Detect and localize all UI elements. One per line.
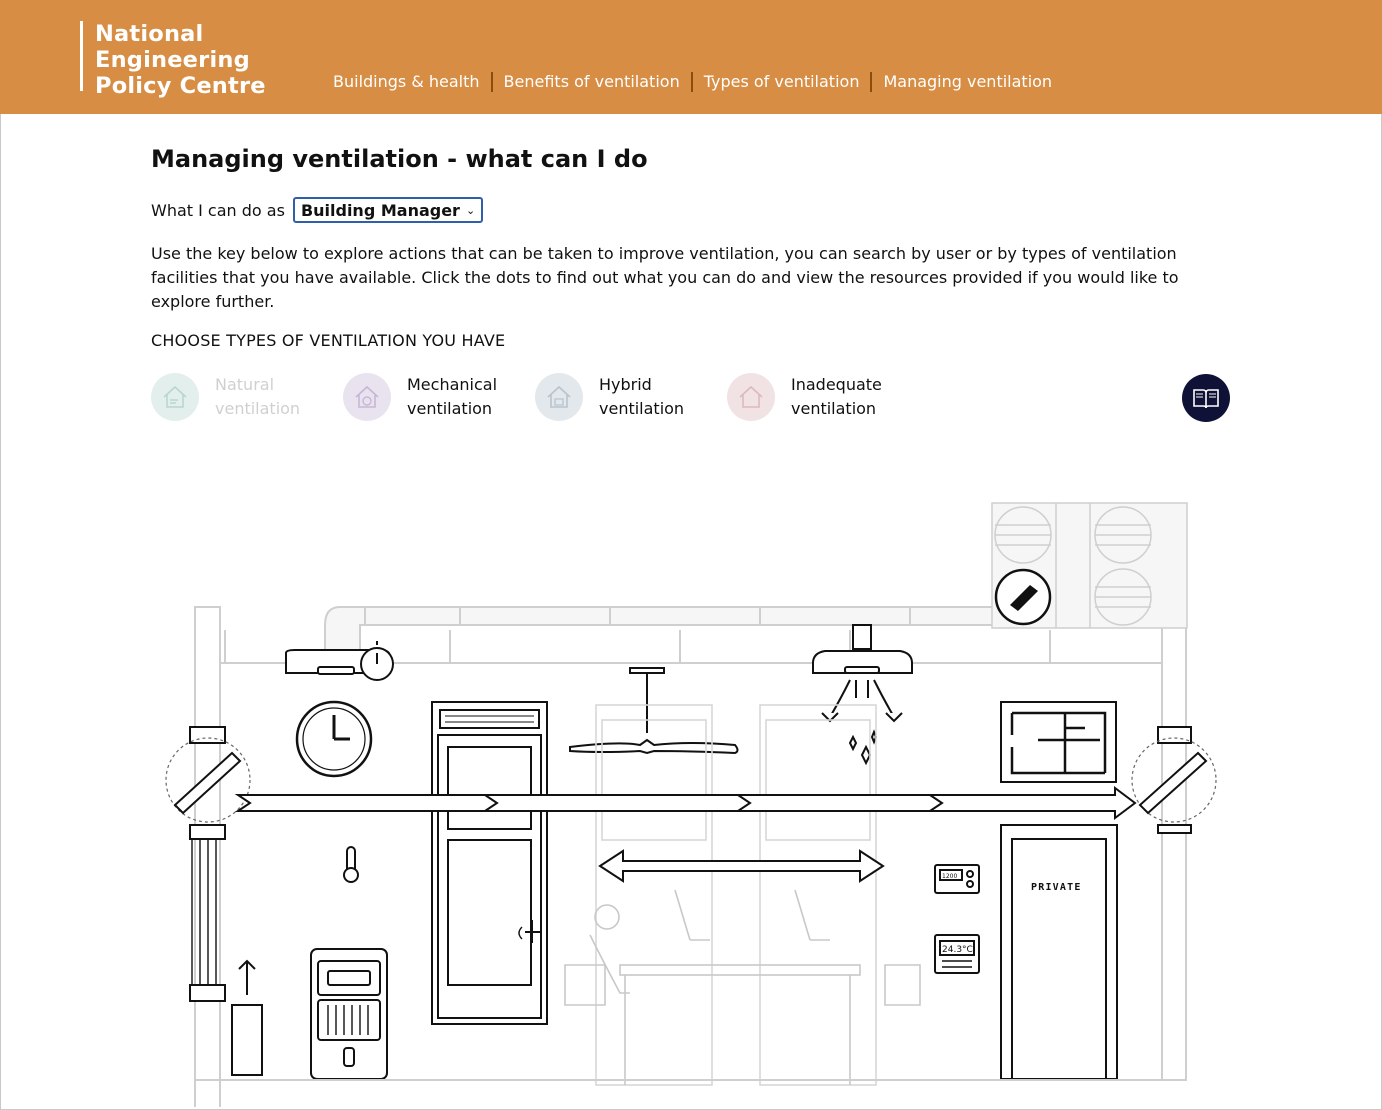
intro-text: Use the key below to explore actions that can be taken to improve ventilation, you can search by user or by types of ventilation facilities that you have available. Click the dots to find out what you can do and view the resources provided if you would like to explore further. — [151, 244, 1179, 311]
type-natural[interactable] — [151, 373, 343, 421]
type-hybrid-line1: Hybrid — [599, 375, 652, 394]
type-inadequate-line1: Inadequate — [791, 375, 882, 394]
role-select-value: Building Manager — [300, 200, 460, 220]
type-mechanical-line1: Mechanical — [407, 375, 498, 394]
type-inadequate[interactable] — [727, 373, 919, 421]
background-windows — [596, 705, 876, 1085]
left-window[interactable] — [166, 727, 250, 1001]
control-panel-text: 1200 — [942, 873, 958, 880]
floor-plan-sign[interactable] — [1001, 702, 1116, 782]
clock-icon[interactable] — [297, 702, 371, 776]
choose-heading: CHOOSE TYPES OF VENTILATION YOU HAVE — [151, 331, 506, 350]
house-hybrid-icon — [535, 373, 583, 421]
air-purifier[interactable] — [311, 949, 387, 1079]
cross-airflow-arrow — [600, 851, 883, 881]
thermostat[interactable] — [935, 935, 979, 973]
ceiling-diffuser[interactable] — [813, 625, 912, 763]
type-inadequate-line2: ventilation — [791, 399, 877, 418]
building-illustration — [150, 495, 1220, 1107]
type-hybrid[interactable] — [535, 373, 727, 421]
book-icon[interactable] — [1182, 374, 1230, 422]
ventilation-duct — [325, 607, 995, 650]
nav-benefits-of-ventilation[interactable]: Benefits of ventilation — [493, 72, 693, 92]
control-panel[interactable] — [935, 865, 979, 893]
logo[interactable] — [80, 21, 266, 99]
right-window[interactable] — [1132, 727, 1216, 833]
fan-unit-icon[interactable] — [996, 570, 1050, 624]
logo-line-1: National — [95, 21, 204, 47]
nav-types-of-ventilation[interactable]: Types of ventilation — [693, 72, 873, 92]
type-hybrid-line2: ventilation — [599, 399, 685, 418]
logo-line-3: Policy Centre — [95, 73, 266, 99]
chevron-down-icon: ⌄ — [465, 203, 476, 217]
nav-buildings-health[interactable]: Buildings & health — [322, 72, 493, 92]
airflow-arrow — [238, 788, 1135, 818]
type-mechanical[interactable] — [343, 373, 535, 421]
page-title: Managing ventilation - what can I do — [151, 145, 648, 173]
type-mechanical-line2: ventilation — [407, 399, 493, 418]
role-label: What I can do as — [151, 200, 285, 220]
logo-line-2: Engineering — [95, 47, 250, 73]
thermometer-icon[interactable] — [344, 847, 358, 882]
type-natural-line1: Natural — [215, 375, 275, 394]
role-picker — [151, 197, 483, 223]
role-select[interactable] — [293, 197, 483, 223]
house-wind-icon — [151, 373, 199, 421]
house-outline-icon — [727, 373, 775, 421]
private-sign: PRIVATE — [1031, 882, 1082, 893]
ventilation-type-filter — [151, 373, 919, 421]
type-natural-line2: ventilation — [215, 399, 301, 418]
main-nav — [322, 72, 1063, 92]
thermostat-reading: 24.3°C — [942, 945, 973, 955]
site-header — [0, 0, 1382, 114]
office-workers — [565, 890, 920, 1085]
house-fan-icon — [343, 373, 391, 421]
portable-heater[interactable] — [232, 961, 262, 1075]
nav-managing-ventilation[interactable]: Managing ventilation — [883, 72, 1053, 91]
main-door[interactable] — [432, 702, 547, 1024]
private-door[interactable] — [1001, 825, 1117, 1079]
